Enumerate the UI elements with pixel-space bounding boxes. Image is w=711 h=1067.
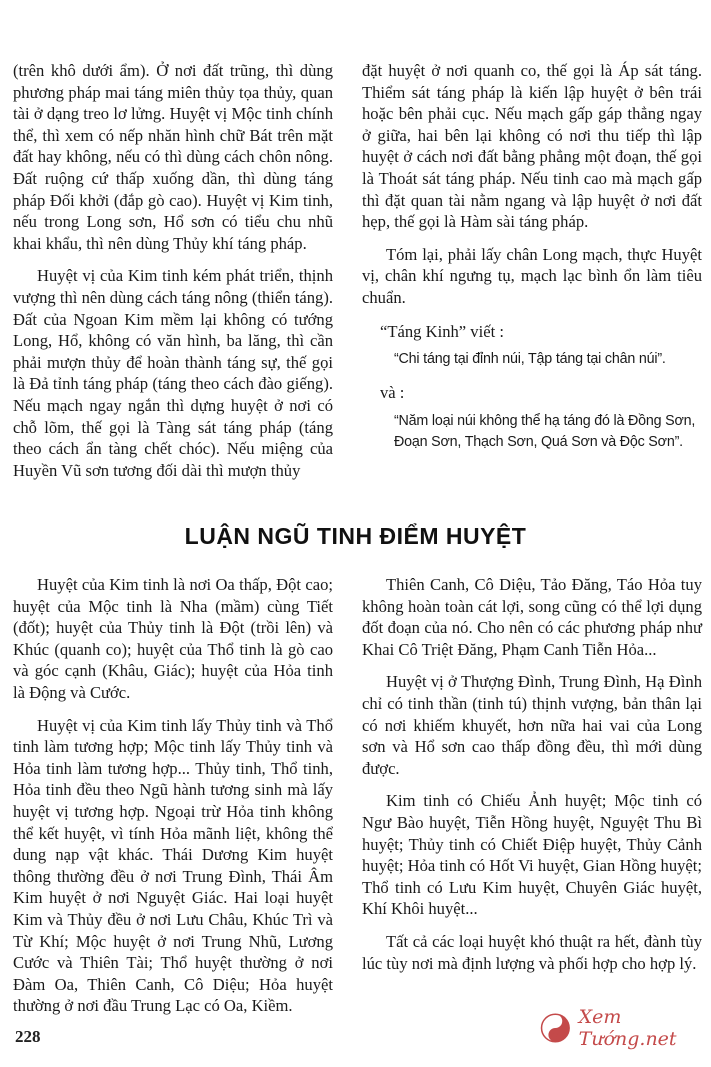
paragraph: Huyệt vị của Kim tinh kém phát triển, thịnh vượng thì nên dùng cách táng nông (thiển táng). Đất của Ngoan Kim mềm lại không có tướng Long, Hổ, không có văn hình, ba lăng, thì cần phải mượn thủy để hoàn thành táng sự, thế gọi là Đả tỉnh táng pháp (táng theo cách đào giếng). Nếu mạch ngay ngắn thì dựng huyệt ở nơi có chỗ lõm, thế gọi là Tàng sát táng pháp (táng theo cách ẩn tàng chết chóc). Nếu miệng của Huyền Vũ sơn tương đối dài thì mượn thủy <box>13 266 333 480</box>
paragraph: Huyệt của Kim tinh là nơi Oa thấp, Đột cao; huyệt của Mộc tinh là Nha (mầm) cùng Tiết (đốt); huyệt của Thủy tinh là Đột (trồi lên) và Khúc (quanh co); huyệt của Thổ tinh là gò cao và góc cạnh (Khâu, Giác); huyệt của Hỏa tinh là Động và Cước. <box>13 575 333 702</box>
top-right-column <box>362 60 702 453</box>
paragraph: Tóm lại, phải lấy chân Long mạch, thực Huyệt vị, chân khí ngưng tụ, mạch lạc bình ổn làm tiêu chuẩn. <box>362 244 702 307</box>
top-left-column <box>13 60 333 481</box>
section-title: LUẬN NGŨ TINH ĐIỂM HUYỆT <box>184 523 527 549</box>
quotation: “Năm loại núi không thể hạ táng đó là Đồng Sơn, Đoạn Sơn, Thạch Sơn, Quá Sơn và Độc Sơn”. <box>394 412 696 450</box>
paragraph: Kim tinh có Chiếu Ảnh huyệt; Mộc tinh có Ngư Bào huyệt, Tiễn Hồng huyệt, Nguyệt Thu Bì huyệt; Thủy tinh có Chiết Điệp huyệt, Thủy Cảnh huyệt; Hỏa tinh có Hốt Vi huyệt, Gian Hồng huyệt; Thổ tinh có Lưu Kim huyệt, Chuyên Giác huyệt, Khí Khôi huyệt... <box>362 791 702 919</box>
paragraph: Thiên Canh, Cô Diệu, Tảo Đăng, Táo Hỏa tuy không hoàn toàn cát lợi, song cũng có thể lợi dụng đốt đoạn của nó. Cho nên có các phương pháp như Khai Cô Triệt Đăng, Phạm Canh Tiễn Hỏa... <box>362 575 702 659</box>
paragraph: Huyệt vị ở Thượng Đình, Trung Đình, Hạ Đình chỉ có tinh thần (tinh tú) thịnh vượng, bản thân lại có nơi khiếm khuyết, hơn nữa hai vai của Long sơn và Hổ sơn cao thấp đồng đều, thì mới dùng được. <box>362 672 702 778</box>
quote-label: và : <box>380 383 405 403</box>
bottom-left-column <box>13 574 333 1017</box>
quote-label: “Táng Kinh” viết : <box>380 321 504 341</box>
bottom-right-column <box>362 574 702 974</box>
quotation: “Chi táng tại đỉnh núi, Tập táng tại chân núi”. <box>394 351 666 368</box>
page-number: 228 <box>15 1027 41 1046</box>
yin-yang-icon <box>540 1011 571 1045</box>
paragraph: Tất cả các loại huyệt khó thuật ra hết, đành tùy lúc tùy nơi mà định lượng và phối hợp cho hợp lý. <box>362 931 702 973</box>
watermark-text: Xem Tướng.net <box>578 1006 677 1050</box>
paragraph: (trên khô dưới ẩm). Ở nơi đất trũng, thì dùng phương pháp mai táng miên thủy tọa thủy, quan tài ở dạng treo lơ lửng. Huyệt vị Mộc tinh chính thể, thì xem có nếp nhăn hình chữ Bát trên mặt đất hay không, nếu có thì dùng cách chôn nông. Đất ruộng cứ thấp xuống dần, thì dùng táng pháp Đối khởi (đắp gò cao). Huyệt vị Kim tinh, nếu trong Long sơn, Hổ sơn có tiểu chu nhũ khai khẩu, thì nên dùng Thủy khí táng pháp. <box>13 61 333 253</box>
watermark <box>540 1008 711 1048</box>
paragraph: Huyệt vị của Kim tinh lấy Thủy tinh và Thổ tinh làm tương hợp; Mộc tinh lấy Thủy tinh và Hỏa tinh làm tương hợp... Thủy tinh, Thổ tinh, Hỏa tinh đều theo Ngũ hành tương sinh mà lấy huyệt vị tương hợp. Ngoại trừ Hỏa tinh không thể kết huyệt, vì tính Hỏa mãnh liệt, không thể dung nạp vật khác. Thái Dương Kim huyệt thông thường đều ở nơi Trung Đình, Thái Âm Kim huyệt ở nơi Nguyệt Giác. Hai loại huyệt Kim và Thủy đều ở nơi Lưu Châu, Khúc Trì và Từ Khí; Mộc huyệt ở nơi Trung Nhũ, Lương Cước và Thiên Tài; Thổ huyệt thường ở nơi Đàm Oa, Thiên Canh, Cô Diệu; Hỏa huyệt thường ở nơi đầu Trung Lạc có Oa, Kiềm. <box>13 715 333 1016</box>
paragraph: đặt huyệt ở nơi quanh co, thế gọi là Áp sát táng. Thiểm sát táng pháp là kiến lập huyệt ở bên trái hoặc bên phải cục. Nếu mạch gấp gáp thẳng ngay ở giữa, hai bên lại không có nơi thu tiếp thì lập huyệt ở cách nơi đất bằng phẳng một đoạn, thế gọi là Thoát sát táng pháp. Nếu tinh cao mà mạch gấp thì đặt quan tài nằm ngang và lập huyệt ở nơi đất hẹp, thế gọi là Hàm sài táng pháp. <box>362 61 702 232</box>
